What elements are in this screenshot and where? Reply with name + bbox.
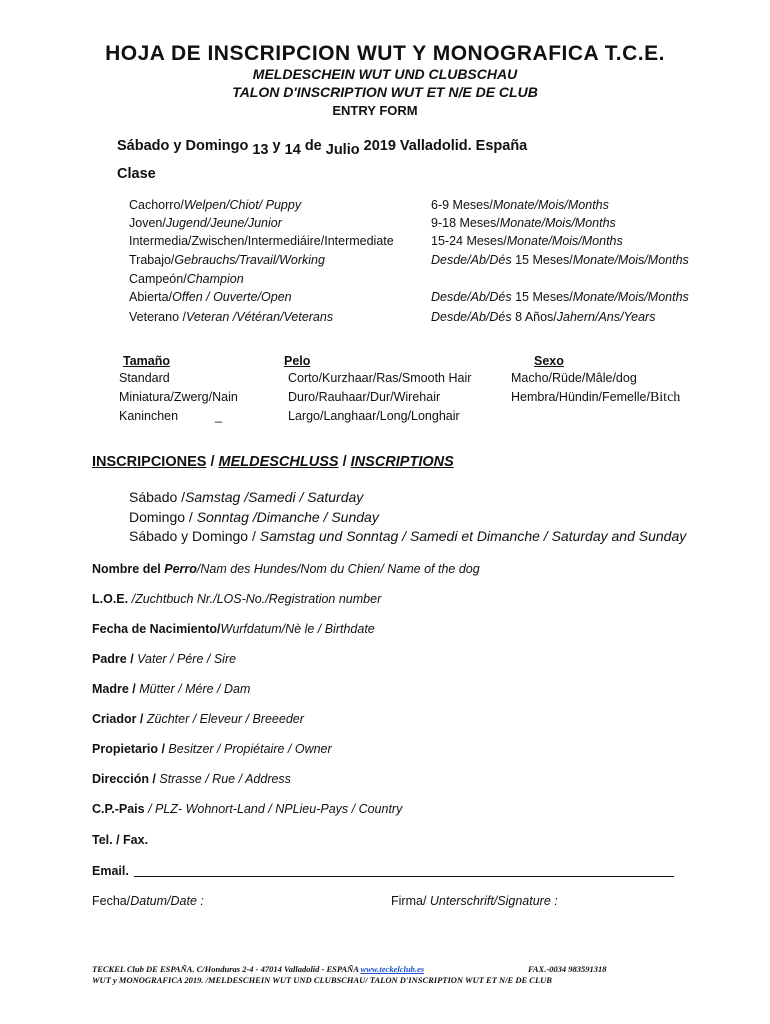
field-date[interactable]: Fecha/Datum/Date : bbox=[92, 894, 204, 908]
form-subtitle-german: MELDESCHEIN WUT UND CLUBSCHAU bbox=[252, 66, 518, 82]
sex-male: Macho/Rüde/Mâle/dog bbox=[511, 371, 637, 385]
field-address[interactable]: Dirección / Strasse / Rue / Address bbox=[92, 772, 291, 786]
event-year-place: 2019 Valladolid. España bbox=[363, 138, 528, 154]
field-postcode-country[interactable]: C.P.-Pais / PLZ- Wohnort-Land / NPLieu-Pays / Country bbox=[92, 802, 403, 816]
size-kaninchen: Kaninchen bbox=[119, 409, 179, 423]
size-heading: Tamaño bbox=[123, 354, 170, 368]
class-intermediate-age: 15-24 Meses/Monate/Mois/Months bbox=[431, 234, 623, 248]
size-kaninchen-blank: _ bbox=[215, 409, 222, 423]
option-sunday[interactable]: Domingo / Sonntag /Dimanche / Sunday bbox=[129, 509, 379, 525]
email-underline bbox=[134, 876, 674, 877]
sex-female: Hembra/Hündin/Femelle/Bitch bbox=[511, 390, 681, 405]
class-veteran-age: Desde/Ab/Dés 8 Años/Jahern/Ans/Years bbox=[431, 310, 656, 324]
footer-address: TECKEL Club DE ESPAÑA. C/Honduras 2-4 - 47014 Valladolid - ESPAÑA www.teckelclub.es bbox=[92, 964, 425, 974]
field-owner[interactable]: Propietario / Besitzer / Propiétaire / Owner bbox=[92, 742, 332, 756]
field-loe[interactable]: L.O.E. /Zuchtbuch Nr./LOS-No./Registration number bbox=[92, 592, 382, 606]
class-champion: Campeón/Champion bbox=[129, 272, 244, 286]
footer-fax: FAX.-0034 983591318 bbox=[528, 964, 607, 974]
coat-long: Largo/Langhaar/Long/Longhair bbox=[288, 409, 460, 423]
event-month: Julio bbox=[325, 142, 360, 158]
class-junior-age: 9-18 Meses/Monate/Mois/Months bbox=[431, 216, 616, 230]
field-email[interactable]: Email. bbox=[92, 864, 129, 878]
option-both-days[interactable]: Sábado y Domingo / Samstag und Sonntag / Samedi et Dimanche / Saturday and Sunday bbox=[129, 528, 687, 544]
inscriptions-heading: INSCRIPCIONES / MELDESCHLUSS / INSCRIPTIONS bbox=[92, 454, 454, 470]
class-open-age: Desde/Ab/Dés 15 Meses/Monate/Mois/Months bbox=[431, 290, 689, 304]
field-signature[interactable]: Firma/ Unterschrift/Signature : bbox=[391, 894, 558, 908]
option-saturday[interactable]: Sábado /Samstag /Samedi / Saturday bbox=[129, 489, 364, 505]
field-breeder[interactable]: Criador / Züchter / Eleveur / Breeeder bbox=[92, 712, 304, 726]
form-title: HOJA DE INSCRIPCION WUT Y MONOGRAFICA T.C.E. bbox=[105, 42, 665, 65]
size-standard: Standard bbox=[119, 371, 170, 385]
class-junior: Joven/Jugend/Jeune/Junior bbox=[129, 216, 282, 230]
field-dam[interactable]: Madre / Mütter / Mére / Dam bbox=[92, 682, 251, 696]
class-veteran: Veterano /Veteran /Vétéran/Veterans bbox=[129, 310, 334, 324]
coat-heading: Pelo bbox=[284, 354, 311, 368]
class-working: Trabajo/Gebrauchs/Travail/Working bbox=[129, 253, 325, 267]
sex-heading: Sexo bbox=[534, 354, 564, 368]
class-puppy: Cachorro/Welpen/Chiot/ Puppy bbox=[129, 198, 302, 212]
class-open: Abierta/Offen / Ouverte/Open bbox=[129, 290, 292, 304]
event-date-line bbox=[117, 138, 528, 158]
event-days-text: Sábado y Domingo bbox=[117, 138, 249, 154]
class-intermediate: Intermedia/Zwischen/Intermediáire/Intermediate bbox=[129, 234, 394, 248]
event-day2: 14 bbox=[284, 142, 301, 158]
event-and: y bbox=[272, 138, 281, 154]
footer-website-link[interactable]: www.teckelclub.es bbox=[360, 964, 425, 974]
footer-title: WUT y MONOGRAFICA 2019. /MELDESCHEIN WUT UND CLUBSCHAU/ TALON D'INSCRIPTION WUT ET N/E DE CLUB bbox=[92, 975, 552, 985]
event-de: de bbox=[304, 138, 322, 154]
coat-wire: Duro/Rauhaar/Dur/Wirehair bbox=[288, 390, 441, 404]
coat-smooth: Corto/Kurzhaar/Ras/Smooth Hair bbox=[288, 371, 472, 385]
clase-heading: Clase bbox=[117, 166, 156, 182]
class-puppy-age: 6-9 Meses/Monate/Mois/Months bbox=[431, 198, 609, 212]
form-subtitle-french: TALON D'INSCRIPTION WUT ET N/E DE CLUB bbox=[232, 84, 538, 100]
field-tel-fax[interactable]: Tel. / Fax. bbox=[92, 833, 149, 847]
field-sire[interactable]: Padre / Vater / Pére / Sire bbox=[92, 652, 237, 666]
class-working-age: Desde/Ab/Dés 15 Meses/Monate/Mois/Months bbox=[431, 253, 689, 267]
form-subtitle-english: ENTRY FORM bbox=[332, 103, 418, 118]
event-day1: 13 bbox=[252, 142, 269, 158]
field-dog-name[interactable]: Nombre del Perro/Nam des Hundes/Nom du Chien/ Name of the dog bbox=[92, 562, 480, 576]
size-miniature: Miniatura/Zwerg/Nain bbox=[119, 390, 238, 404]
field-birthdate[interactable]: Fecha de Nacimiento/Wurfdatum/Nè le / Birthdate bbox=[92, 622, 375, 636]
